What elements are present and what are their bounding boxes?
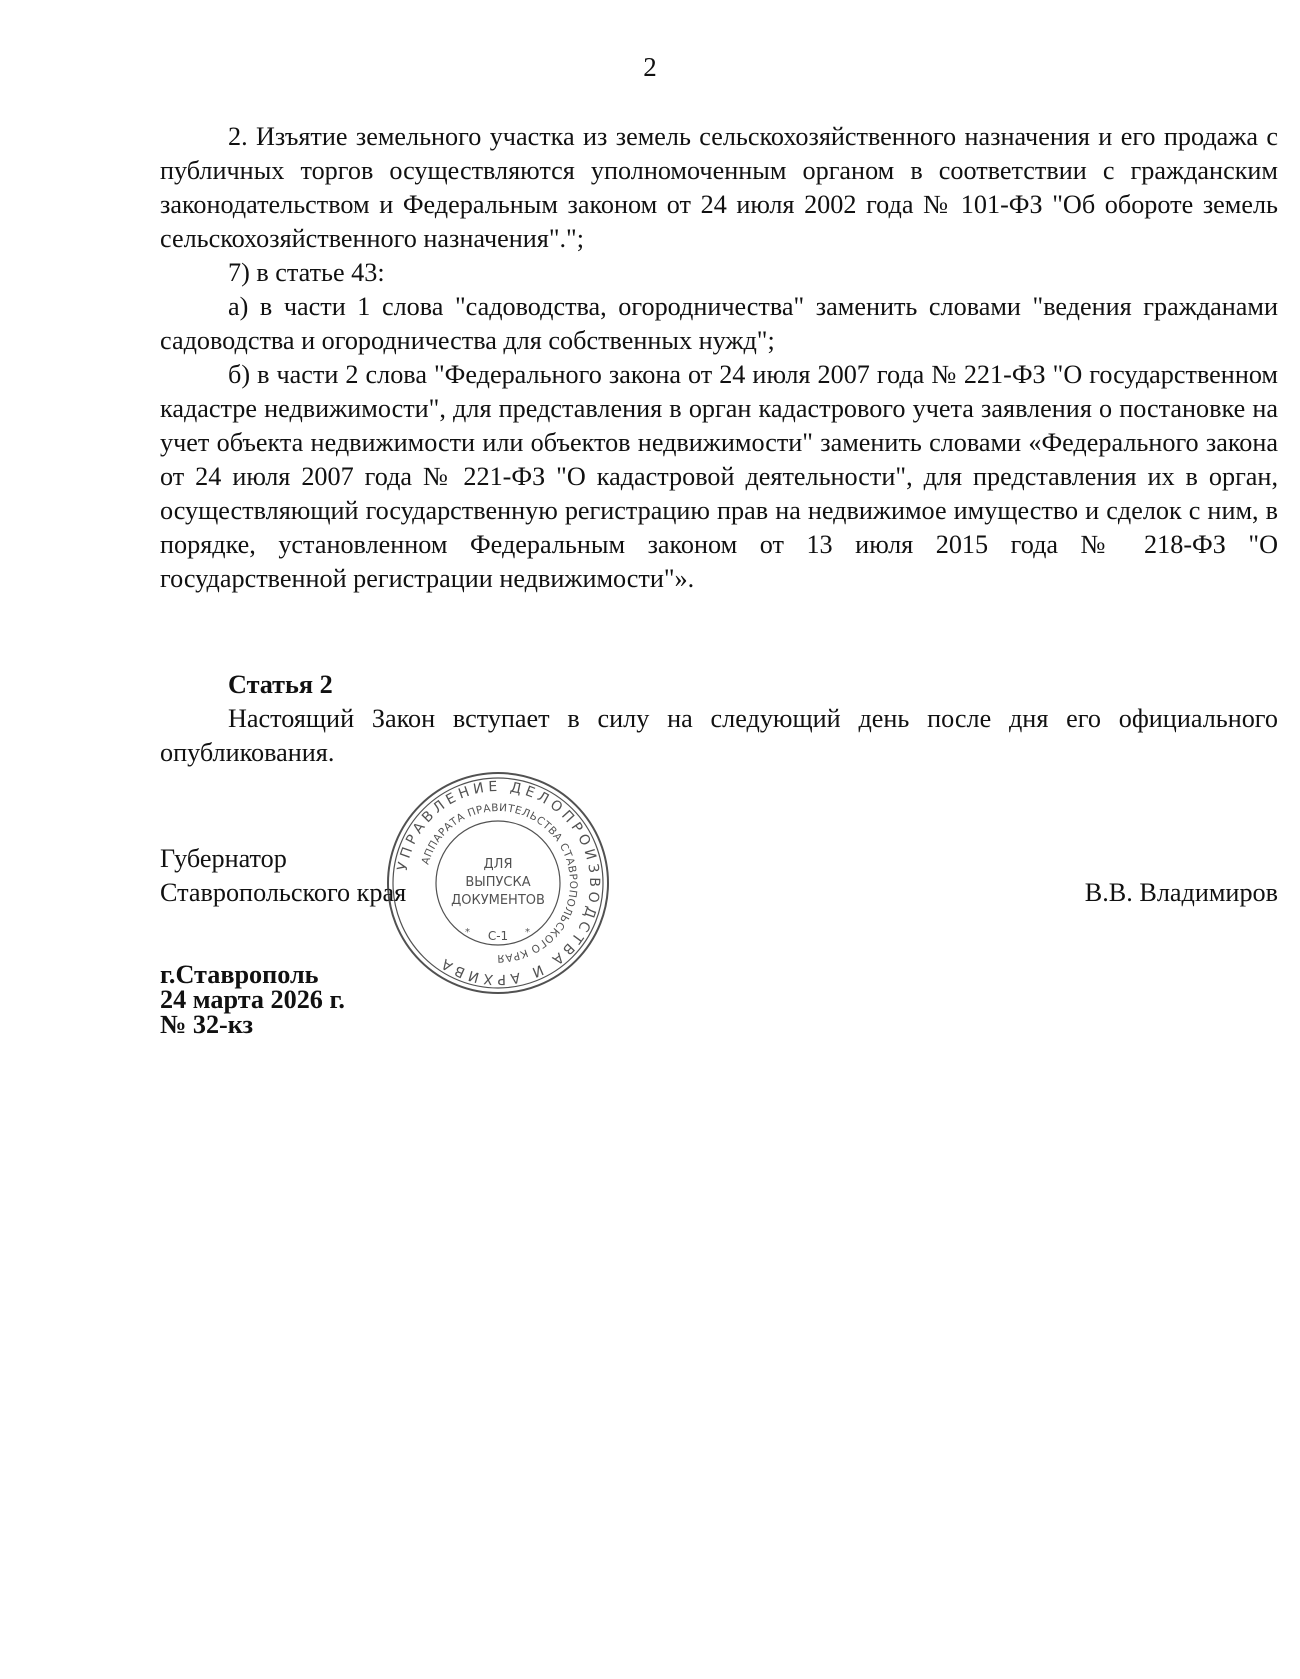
- paragraph-item-7: 7) в статье 43:: [228, 258, 385, 287]
- article-2-text: Настоящий Закон вступает в силу на следующий день после дня его официального опубликования.: [160, 704, 1278, 767]
- stamp-star-icon: *: [465, 927, 470, 938]
- article-2: [160, 668, 1278, 770]
- signatory-position-line2: Ставропольского края: [160, 878, 407, 907]
- stamp-inner-ring-text: АППАРАТА ПРАВИТЕЛЬСТВА СТАВРОПОЛЬСКОГО КРАЯ: [419, 801, 580, 965]
- paragraph-subitem-a: а) в части 1 слова "садоводства, огородничества" заменить словами "ведения гражданами садоводства и огородничества для собственных нужд";: [160, 292, 1278, 355]
- signature-block: [160, 842, 1278, 910]
- stamp-center-line2: ВЫПУСКА: [465, 875, 531, 890]
- stamp-center-line3: ДОКУМЕНТОВ: [451, 893, 545, 908]
- article-2-heading: Статья 2: [228, 670, 333, 699]
- signatory-name: В.В. Владимиров: [1084, 878, 1278, 907]
- law-date: 24 марта 2026 г.: [160, 985, 345, 1014]
- official-stamp: [385, 770, 611, 996]
- law-amendments-text: [160, 120, 1278, 596]
- signatory-position-line1: Губернатор: [160, 844, 287, 873]
- stamp-star-icon: *: [525, 927, 530, 938]
- place-date-block: [160, 962, 345, 1037]
- law-number: № 32-кз: [160, 1010, 254, 1039]
- stamp-center-line1: ДЛЯ: [483, 857, 513, 872]
- stamp-outer-text: УПРАВЛЕНИЕ ДЕЛОПРОИЗВОДСТВА И АРХИВА: [394, 778, 603, 988]
- place-city: г.Ставрополь: [160, 960, 319, 989]
- stamp-code: С-1: [487, 929, 509, 943]
- paragraph-item-2: 2. Изъятие земельного участка из земель сельскохозяйственного назначения и его продажа с публичных торгов осуществляются уполномоченным органом в соответствии с гражданским законодательством и Федеральным законом от 24 июля 2002 года № 101-ФЗ "Об обороте земель сельскохозяйственного назначения".";: [160, 122, 1278, 253]
- page-number: 2: [643, 52, 657, 82]
- paragraph-subitem-b: б) в части 2 слова "Федерального закона от 24 июля 2007 года № 221-ФЗ "О государственном кадастре недвижимости", для представления в орган кадастрового учета заявления о постановке на учет объекта недвижимости или объектов недвижимости" заменить словами «Федерального закона от 24 июля 2007 года № 221-ФЗ "О кадастровой деятельности", для представления их в орган, осуществляющий государственную регистрацию прав на недвижимое имущество и сделок с ним, в порядке, установленном Федеральным законом от 13 июля 2015 года № 218-ФЗ "О государственной регистрации недвижимости"».: [160, 360, 1278, 593]
